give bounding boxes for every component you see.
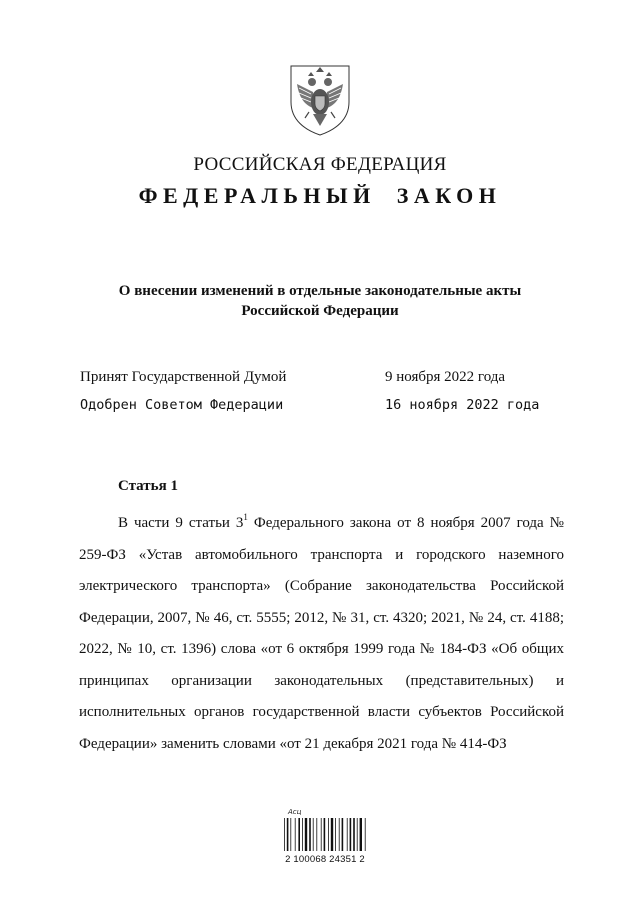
- law-title-line-2: Российской Федерации: [241, 303, 399, 319]
- law-title-line-1: О внесении изменений в отдельные законодательные акты: [118, 283, 522, 299]
- law-title: [0, 281, 640, 321]
- adoption-row-federation-council: [0, 397, 640, 417]
- adoption-date: 9 ноября 2022 года: [385, 369, 506, 385]
- barcode-icon: [284, 818, 366, 851]
- coat-of-arms-icon: [285, 62, 355, 138]
- adoption-row-duma: [0, 369, 640, 389]
- document-type: ФЕДЕРАЛЬНЫЙ ЗАКОН: [138, 183, 502, 208]
- article-body: [79, 508, 564, 760]
- adoption-label: Принят Государственной Думой: [80, 369, 287, 385]
- country-name: РОССИЙСКАЯ ФЕДЕРАЦИЯ: [193, 154, 447, 175]
- adoption-date: 16 ноября 2022 года: [385, 397, 540, 413]
- article-superscript: 1: [243, 512, 248, 522]
- barcode-block: [270, 808, 380, 870]
- article-heading: Статья 1: [118, 478, 178, 494]
- article-text-part-1: В части 9 статьи 3: [118, 515, 244, 531]
- adoption-label: Одобрен Советом Федерации: [80, 397, 284, 413]
- handwritten-mark: Асц: [288, 808, 302, 816]
- barcode-number: 2 100068 24351 2: [285, 854, 365, 865]
- article-text-part-2: Федерального закона от 8 ноября 2007 года № 259-ФЗ «Устав автомобильного транспорта и городского наземного электрического транспорта» (Собрание законодательства Российской Федерации, 2007, № 46, ст. 5555; 2012, № 31, ст. 4320; 2021, № 24, ст. 4188; 2022, № 10, ст. 1396) слова «от 6 октября 1999 года № 184-ФЗ «Об общих принципах организации законодательных (представительных) и исполнительных органов государственной власти субъектов Российской Федерации» заменить словами «от 21 декабря 2021 года № 414-ФЗ: [79, 515, 564, 752]
